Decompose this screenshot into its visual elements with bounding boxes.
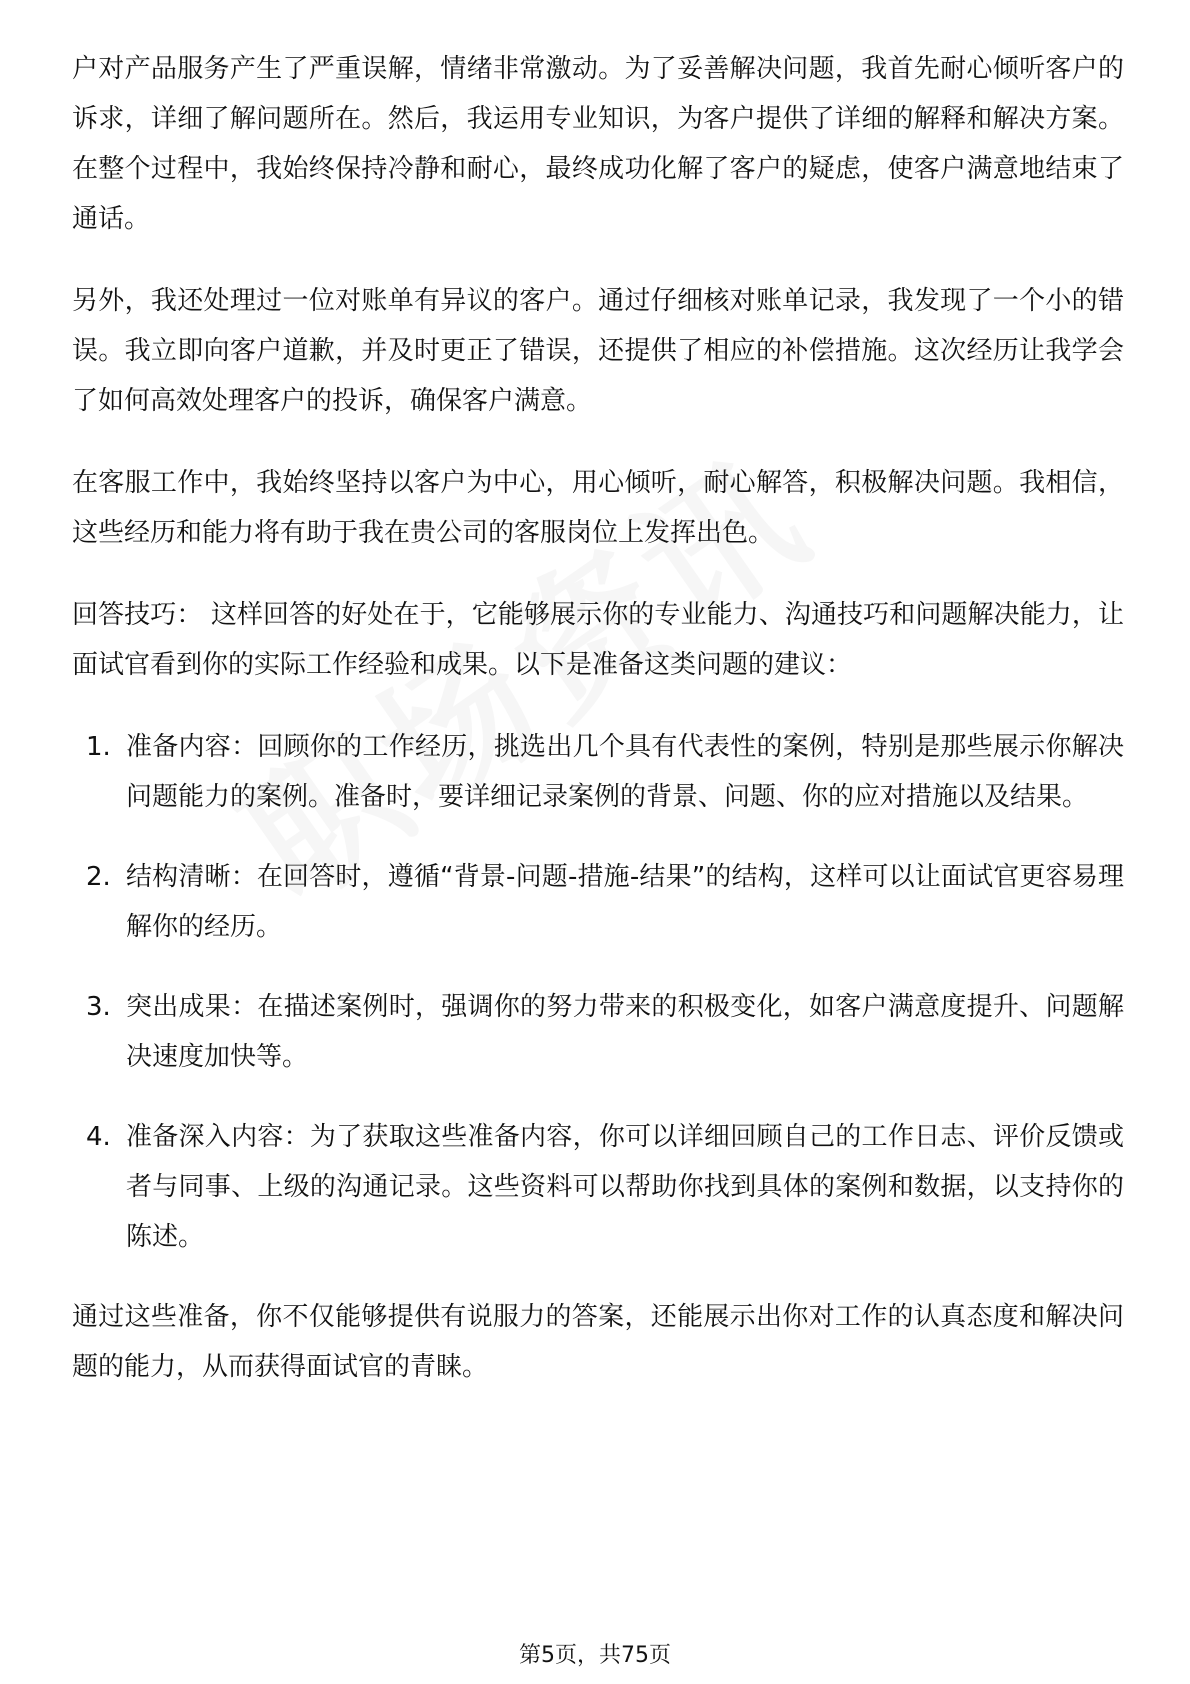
page-content <box>72 44 1124 1424</box>
paragraph-closing: 通过这些准备，你不仅能够提供有说服力的答案，还能展示出你对工作的认真态度和解决问题的能力，从而获得面试官的青睐。 <box>72 1302 1124 1382</box>
list-number: 2. <box>86 862 111 892</box>
paragraph-customer-misunderstanding: 户对产品服务产生了严重误解，情绪非常激动。为了妥善解决问题，我首先耐心倾听客户的诉求，详细了解问题所在。然后，我运用专业知识，为客户提供了详细的解释和解决方案。在整个过程中，我始终保持冷静和耐心，最终成功化解了客户的疑虑，使客户满意地结束了通话。 <box>72 54 1124 234</box>
list-text: 准备内容：回顾你的工作经历，挑选出几个具有代表性的案例，特别是那些展示你解决问题能力的案例。准备时，要详细记录案例的背景、问题、你的应对措施以及结果。 <box>126 732 1124 812</box>
paragraph-billing-dispute: 另外，我还处理过一位对账单有异议的客户。通过仔细核对账单记录，我发现了一个小的错误。我立即向客户道歉，并及时更正了错误，还提供了相应的补偿措施。这次经历让我学会了如何高效处理客户的投诉，确保客户满意。 <box>72 286 1124 416</box>
list-item <box>72 722 1124 822</box>
list-number: 1. <box>86 732 111 762</box>
list-text: 准备深入内容：为了获取这些准备内容，你可以详细回顾自己的工作日志、评价反馈或者与同事、上级的沟通记录。这些资料可以帮助你找到具体的案例和数据，以支持你的陈述。 <box>126 1122 1124 1252</box>
list-text: 结构清晰：在回答时，遵循“背景-问题-措施-结果”的结构，这样可以让面试官更容易理解你的经历。 <box>126 862 1124 942</box>
list-item <box>72 982 1124 1082</box>
list-text: 突出成果：在描述案例时，强调你的努力带来的积极变化，如客户满意度提升、问题解决速度加快等。 <box>126 992 1124 1072</box>
paragraph-answer-tips: 回答技巧： 这样回答的好处在于，它能够展示你的专业能力、沟通技巧和问题解决能力，让面试官看到你的实际工作经验和成果。以下是准备这类问题的建议： <box>72 600 1124 680</box>
list-item <box>72 852 1124 952</box>
list-item <box>72 1112 1124 1262</box>
preparation-list <box>72 722 1124 1262</box>
page-number: 第5页，共75页 <box>519 1643 671 1668</box>
paragraph-customer-centric: 在客服工作中，我始终坚持以客户为中心，用心倾听，耐心解答，积极解决问题。我相信，这些经历和能力将有助于我在贵公司的客服岗位上发挥出色。 <box>72 468 1124 548</box>
list-number: 3. <box>86 992 111 1022</box>
list-number: 4. <box>86 1122 111 1152</box>
